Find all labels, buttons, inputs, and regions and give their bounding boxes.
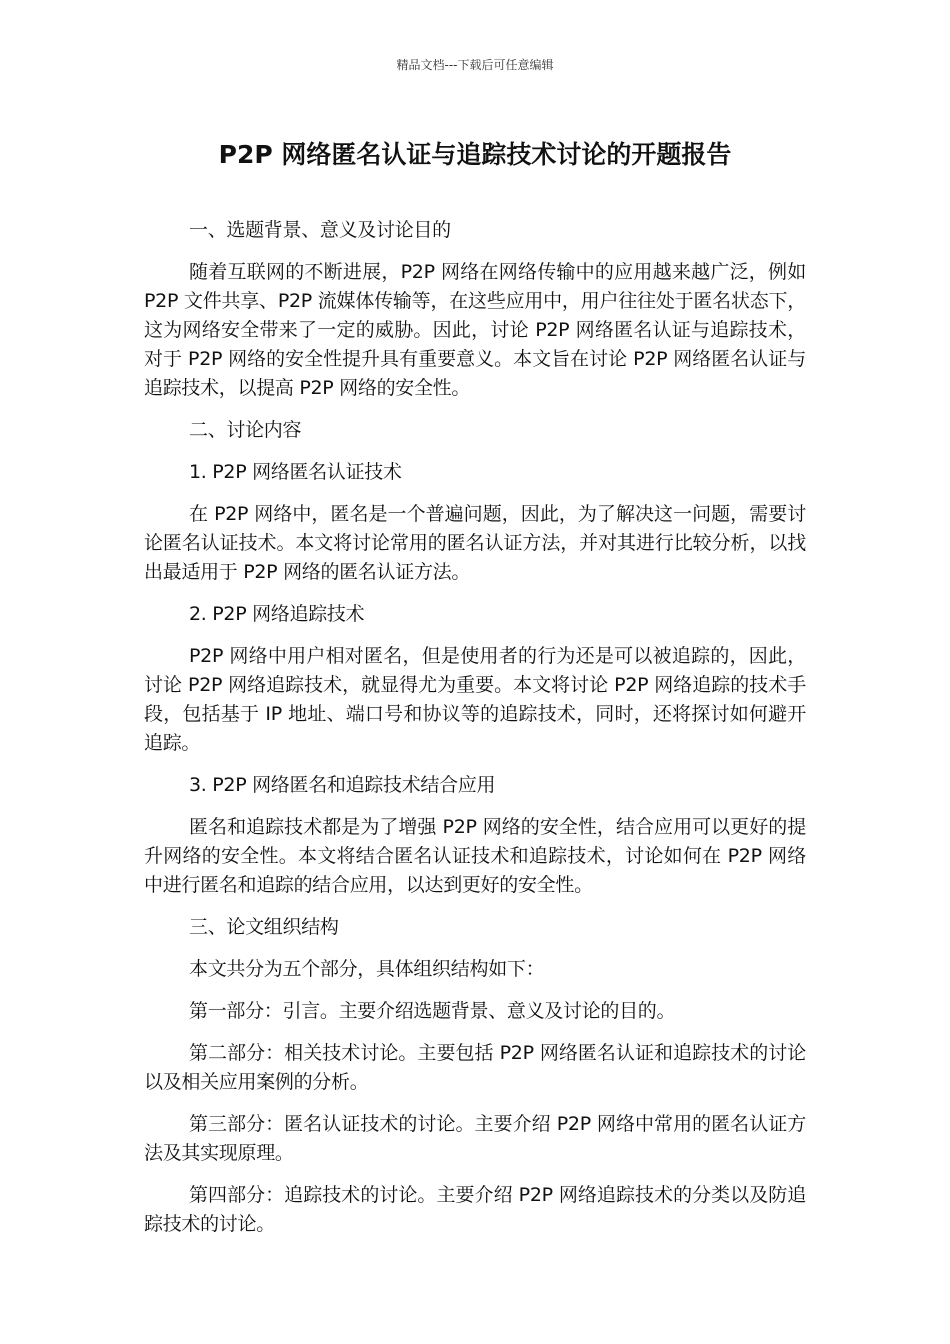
section-heading-2: 二、讨论内容 — [189, 419, 302, 441]
paragraph-background: 随着互联网的不断进展，P2P 网络在网络传输中的应用越来越广泛，例如 P2P 文件共享、P2P 流媒体传输等，在这些应用中，用户往往处于匿名状态下，这为网络安全带来了一定的威胁。因此，讨论 P2P 网络匿名认证与追踪技术，对于 P2P 网络的安全性提升具有重要意义。本文旨在讨论 P2P 网络匿名认证与追踪技术，以提高 P2P 网络的安全性。 — [144, 261, 806, 399]
section-heading-3: 三、论文组织结构 — [189, 916, 339, 938]
paragraph-part-3: 第三部分：匿名认证技术的讨论。主要介绍 P2P 网络中常用的匿名认证方法及其实现原理。 — [144, 1113, 806, 1164]
subheading-anonymous-auth: 1. P2P 网络匿名认证技术 — [189, 461, 402, 483]
paragraph-part-1: 第一部分：引言。主要介绍选题背景、意义及讨论的目的。 — [189, 1000, 676, 1022]
subheading-combined: 3. P2P 网络匿名和追踪技术结合应用 — [189, 774, 496, 796]
subheading-tracking: 2. P2P 网络追踪技术 — [189, 603, 365, 625]
section-heading-1: 一、选题背景、意义及讨论目的 — [189, 219, 451, 241]
paragraph-combined: 匿名和追踪技术都是为了增强 P2P 网络的安全性，结合应用可以更好的提升网络的安全性。本文将结合匿名认证技术和追踪技术，讨论如何在 P2P 网络中进行匿名和追踪的结合应用，以达到更好的安全性。 — [144, 816, 806, 896]
paragraph-structure-intro: 本文共分为五个部分，具体组织结构如下： — [189, 958, 545, 980]
paragraph-part-4: 第四部分：追踪技术的讨论。主要介绍 P2P 网络追踪技术的分类以及防追踪技术的讨论。 — [144, 1184, 806, 1235]
paragraph-tracking: P2P 网络中用户相对匿名，但是使用者的行为还是可以被追踪的，因此，讨论 P2P 网络追踪技术，就显得尤为重要。本文将讨论 P2P 网络追踪的技术手段，包括基于 IP 地址、端口号和协议等的追踪技术，同时，还将探讨如何避开追踪。 — [144, 645, 806, 754]
document-title: P2P 网络匿名认证与追踪技术讨论的开题报告 — [218, 140, 732, 169]
paragraph-part-2: 第二部分：相关技术讨论。主要包括 P2P 网络匿名认证和追踪技术的讨论以及相关应用案例的分析。 — [144, 1042, 806, 1093]
header-note: 精品文档---下载后可任意编辑 — [396, 58, 554, 72]
document-body — [144, 216, 806, 1252]
paragraph-anonymous-auth: 在 P2P 网络中，匿名是一个普遍问题，因此，为了解决这一问题，需要讨论匿名认证技术。本文将讨论常用的匿名认证方法，并对其进行比较分析，以找出最适用于 P2P 网络的匿名认证方法。 — [144, 503, 806, 583]
